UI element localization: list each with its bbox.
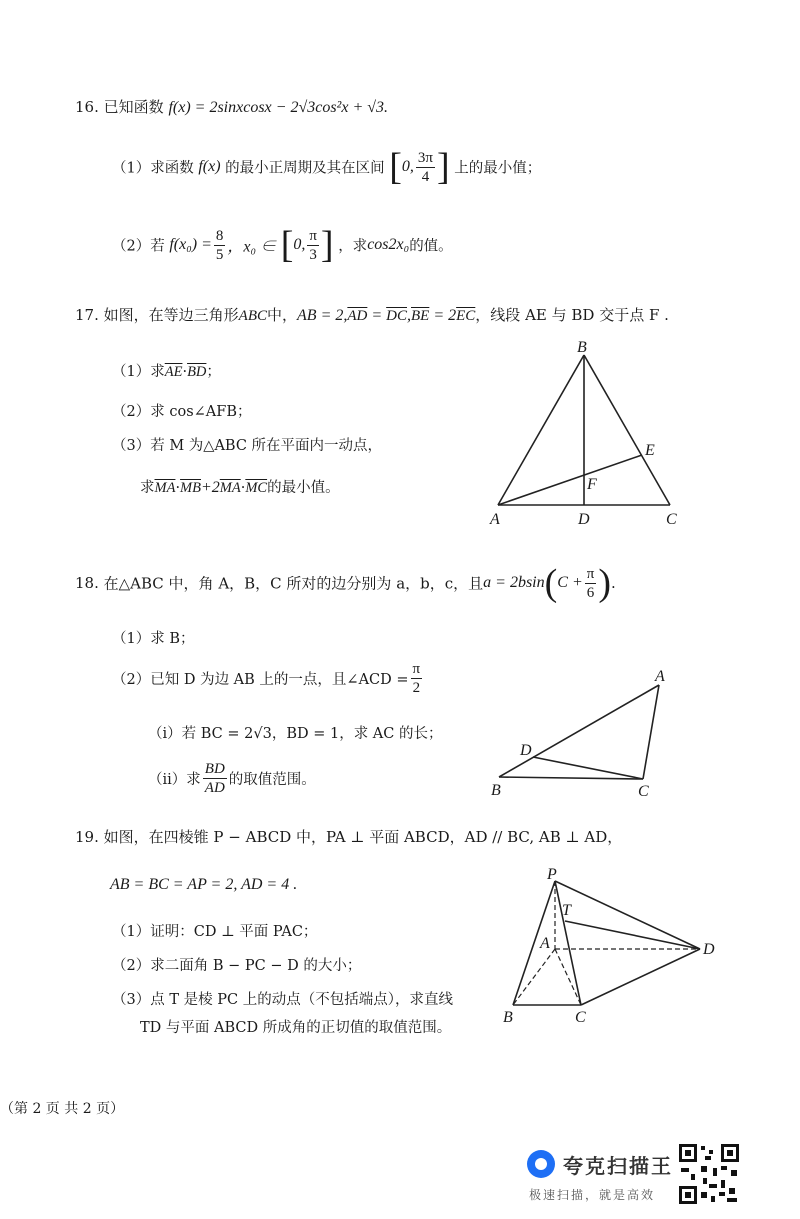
q17-p3-vec-mc: $\overline{MC}$ [245, 480, 268, 496]
q16-p2-text-b: ，求 [338, 238, 368, 255]
q18-part2 [112, 660, 424, 697]
q18-pi-label: （ⅰ） [148, 726, 182, 742]
q17-eq1: = [367, 307, 387, 324]
q19-p1-text: 证明：CD ⊥ 平面 PAC； [150, 924, 318, 940]
q18-number: 18. [75, 574, 99, 592]
q17-p3-line2-a: 求 [140, 480, 155, 496]
q17-vec-ec: $\overline{EC}$ [456, 308, 476, 324]
q19-number: 19. [75, 828, 99, 846]
q17-p3-dot: · [175, 480, 181, 496]
q16-number: 16. [75, 98, 99, 116]
q18-right-paren: ) [598, 562, 611, 604]
q17-p1-dot: · [182, 364, 188, 380]
q17-part3 [112, 434, 382, 455]
q18-triangle-figure [485, 665, 680, 800]
q18-label-d: D [520, 742, 532, 759]
q16-part1 [112, 148, 541, 186]
q19-part2 [112, 954, 361, 975]
q17-p2-label: （2） [112, 404, 151, 420]
q17-p3-plus: +2 [200, 479, 220, 496]
q18-p2-frac-den: 2 [412, 680, 421, 696]
q18-stem [75, 564, 616, 602]
page-footer: （第 2 页 共 2 页） [0, 1101, 125, 1117]
q16-p2-left-bracket: [ [280, 224, 294, 266]
q17-part3-line2 [140, 476, 340, 497]
q19-conditions: AB = BC = AP = 2, AD = 4 . [110, 876, 298, 893]
q19-edge-pd [555, 881, 700, 949]
q17-stem-mid: 中， [267, 306, 298, 324]
q16-p2-fraction [214, 227, 226, 264]
q19-stem-text: 如图，在四棱锥 P − ABCD 中，PA ⊥ 平面 ABCD，AD // BC, AB ⊥ AD， [103, 828, 623, 846]
q17-p3-vec-ma: $\overline{MA}$ [154, 480, 176, 496]
q19-label-d: D [703, 941, 715, 958]
q18-p1-label: （1） [112, 631, 151, 647]
q17-eq2: = 2 [429, 307, 457, 324]
q17-p1-vec-ae: $\overline{AE}$ [164, 364, 183, 380]
q17-comma: , [407, 307, 411, 324]
q17-segment-ae [498, 455, 642, 505]
q18-stem-a: 在△ABC 中，角 A，B，C 所对的边分别为 a，b，c，且 [103, 574, 484, 593]
q18-label-a: A [655, 668, 665, 685]
q18-edge-ac [643, 685, 659, 779]
q18-stem-fraction [585, 565, 597, 602]
q16-p2-x0-in: ，x₀ ∈ [227, 238, 277, 256]
q16-p2-text-a: 若 [150, 238, 165, 255]
q17-label-e: E [645, 442, 655, 459]
q18-segment-dc [533, 757, 643, 779]
q18-pii-frac-den: AD [204, 780, 225, 796]
q17-edge-bc [584, 355, 670, 505]
q17-p3-label: （3） [112, 438, 151, 454]
q19-label-c: C [575, 1009, 586, 1026]
q17-p3-text: 若 M 为△ABC 所在平面内一动点， [150, 438, 383, 454]
q16-stem-prefix: 已知函数 [103, 98, 164, 116]
q19-stem [75, 826, 622, 847]
q18-part2-ii [148, 760, 316, 797]
watermark-brand: 夸克扫描王 [563, 1154, 673, 1178]
q18-p2-label: （2） [112, 672, 151, 688]
q16-p2-frac-den: 5 [215, 246, 224, 263]
q17-vec-dc: $\overline{DC}$ [386, 308, 407, 324]
q18-pii-text-b: 的取值范围。 [228, 772, 316, 788]
q19-pyramid-figure [495, 865, 725, 1030]
q18-label-c: C [638, 783, 649, 800]
q17-p1-end: ； [206, 364, 221, 380]
q18-edge-bc [499, 777, 643, 779]
q16-part2 [112, 226, 453, 264]
q17-cond: AB = 2, [297, 307, 348, 324]
q18-pii-fraction [203, 760, 227, 797]
q18-left-paren: ( [544, 562, 558, 604]
q17-triangle-figure [480, 335, 690, 530]
q16-p1-fx: f(x) [198, 158, 221, 175]
q16-p1-fraction [416, 149, 435, 186]
q16-p2-interval-fraction [307, 227, 319, 264]
q19-p2-label: （2） [112, 958, 151, 974]
q18-p2-frac-num: π [412, 661, 421, 677]
q17-p3-vec-ma2: $\overline{MA}$ [219, 480, 241, 496]
q18-stem-end: . [610, 574, 616, 592]
q17-p3-line2-b: 的最小值。 [267, 480, 340, 496]
qr-code-icon [677, 1142, 741, 1206]
q18-pi-text: 若 BC = 2√3，BD = 1，求 AC 的长； [181, 726, 443, 742]
q19-label-a: A [540, 935, 550, 952]
q18-pii-label: （ⅱ） [148, 772, 187, 788]
q16-p1-frac-den: 4 [421, 168, 430, 185]
q18-pii-text-a: 求 [186, 772, 201, 788]
q17-vec-ad: $\overline{AD}$ [347, 308, 368, 324]
q19-label-p: P [547, 866, 557, 883]
q18-p2-fraction [411, 660, 423, 697]
q18-stem-formula: a = 2bsin [483, 574, 545, 591]
q16-p2-int-num: π [309, 227, 317, 244]
q18-p2-text: 已知 D 为边 AB 上的一点，且∠ACD = [150, 672, 409, 688]
q17-p2-text: 求 cos∠AFB； [150, 404, 252, 420]
q17-p1-vec-bd: $\overline{BD}$ [187, 364, 207, 380]
q19-edge-ab [513, 949, 555, 1005]
q16-formula: f(x) = 2sinxcosx − 2√3cos²x + √3. [168, 99, 389, 116]
q17-abc: ABC [238, 308, 267, 324]
quark-logo-icon [527, 1150, 555, 1178]
q19-label-b: B [503, 1009, 513, 1026]
q16-p2-int-den: 3 [309, 246, 317, 263]
q17-label-c: C [666, 511, 677, 528]
scanner-watermark [527, 1144, 797, 1208]
q16-p1-interval-left: 0, [401, 158, 414, 175]
q17-p3-vec-mb: $\overline{MB}$ [180, 480, 201, 496]
q16-p2-interval-left: 0, [293, 236, 306, 253]
q18-part2-i [148, 722, 442, 743]
q19-label-t: T [562, 902, 571, 919]
q18-stem-frac-num: π [586, 565, 595, 582]
q17-number: 17. [75, 306, 99, 324]
q18-edge-ba [499, 685, 659, 777]
watermark-slogan: 极速扫描，就是高效 [529, 1188, 656, 1202]
q16-p1-text-c: 上的最小值； [454, 160, 542, 177]
q19-p3-label: （3） [112, 992, 151, 1008]
q16-p1-label: （1） [112, 160, 151, 177]
q17-p3-dot2: · [240, 480, 246, 496]
q16-p2-cos: cos2x₀ [367, 236, 410, 253]
q16-p1-right-bracket: ] [437, 146, 450, 188]
q19-edge-ac [555, 949, 581, 1005]
q16-stem [75, 96, 388, 117]
q16-p2-right-bracket: ] [320, 224, 334, 266]
q18-label-b: B [491, 782, 501, 799]
q17-vec-be: $\overline{BE}$ [411, 308, 430, 324]
q17-label-a: A [490, 511, 500, 528]
q17-stem [75, 304, 669, 325]
q19-p1-label: （1） [112, 924, 151, 940]
q16-p1-text-a: 求函数 [150, 160, 194, 177]
q17-label-f: F [587, 476, 597, 493]
q17-label-d: D [578, 511, 590, 528]
q16-p2-text-c: 的值。 [409, 238, 453, 255]
q16-p2-fx0: f(x₀) = [169, 236, 212, 253]
q18-stem-c: C + [557, 574, 583, 591]
q16-p1-frac-num: 3π [417, 149, 433, 166]
q19-p3-text: 点 T 是棱 PC 上的动点（不包括端点），求直线 [150, 992, 453, 1008]
q17-edge-ab [498, 355, 584, 505]
q16-p1-left-bracket: [ [389, 146, 402, 188]
q17-p1-text: 求 [150, 364, 165, 380]
q16-p2-label: （2） [112, 238, 151, 255]
q16-p2-frac-num: 8 [215, 227, 224, 244]
q17-stem-end: ，线段 AE 与 BD 交于点 F . [475, 306, 669, 324]
q18-part1 [112, 627, 195, 648]
q19-part1 [112, 920, 317, 941]
q18-stem-frac-den: 6 [586, 584, 595, 601]
q17-label-b: B [577, 339, 587, 356]
q18-p1-text: 求 B； [150, 631, 195, 647]
q19-edge-pc [555, 881, 581, 1005]
q19-edge-cd [581, 949, 700, 1005]
q19-part3 [112, 988, 453, 1009]
q17-part2 [112, 400, 251, 421]
q19-segment-td [565, 921, 700, 949]
q17-stem-text: 如图，在等边三角形 [103, 306, 239, 324]
q17-part1 [112, 360, 221, 381]
q19-p2-text: 求二面角 B − PC − D 的大小； [150, 958, 362, 974]
q19-part3-line2: TD 与平面 ABCD 所成角的正切值的取值范围。 [140, 1020, 452, 1036]
q16-p1-text-b: 的最小正周期及其在区间 [225, 160, 385, 177]
q18-pii-frac-num: BD [204, 761, 225, 777]
q17-p1-label: （1） [112, 364, 151, 380]
